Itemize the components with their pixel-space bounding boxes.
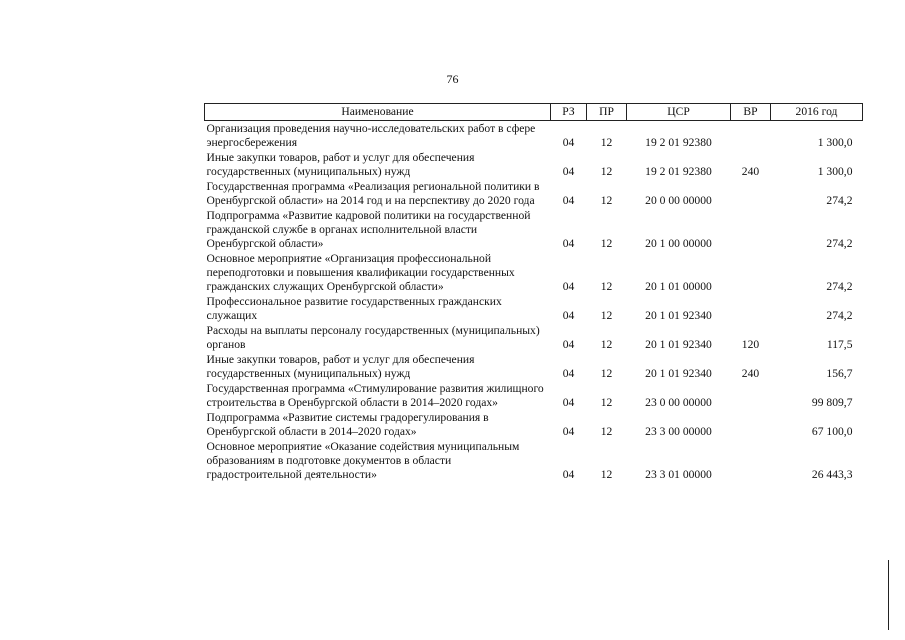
row-rz: 04 (562, 237, 575, 250)
row-name: Основное мероприятие «Организация профессиональной переподготовки и повышения квалификации государственных гражданских служащих Оренбургской области» (206, 252, 515, 293)
row-rz: 04 (562, 468, 575, 481)
row-csr: 23 3 00 00000 (645, 425, 712, 438)
row-rz: 04 (562, 338, 575, 351)
row-value: 156,7 (826, 367, 853, 380)
row-vr: 240 (741, 367, 760, 380)
row-csr: 20 1 01 00000 (645, 280, 712, 293)
table-row (205, 121, 863, 152)
table-row (205, 353, 863, 382)
row-value: 117,5 (826, 338, 853, 351)
row-csr: 23 3 01 00000 (645, 468, 712, 481)
row-name: Иные закупки товаров, работ и услуг для обеспечения государственных (муниципальных) нужд (206, 151, 475, 178)
row-pr: 12 (600, 280, 613, 293)
header-rz: РЗ (551, 104, 587, 121)
row-name: Подпрограмма «Развитие системы градорегулирования в Оренбургской области в 2014–2020 годах» (206, 411, 489, 438)
row-csr: 19 2 01 92380 (645, 136, 712, 149)
row-pr: 12 (600, 396, 613, 409)
row-pr: 12 (600, 338, 613, 351)
row-name: Расходы на выплаты персоналу государственных (муниципальных) органов (206, 324, 540, 351)
table-row (205, 180, 863, 209)
row-vr (731, 180, 771, 209)
row-name: Профессиональное развитие государственных гражданских служащих (206, 295, 502, 322)
header-csr: ЦСР (627, 104, 731, 121)
row-rz: 04 (562, 309, 575, 322)
header-vr: ВР (731, 104, 771, 121)
row-vr (731, 440, 771, 483)
row-pr: 12 (600, 468, 613, 481)
row-vr (731, 252, 771, 295)
row-csr: 20 1 01 92340 (645, 309, 712, 322)
row-rz: 04 (562, 194, 575, 207)
header-pr: ПР (587, 104, 627, 121)
table-row (205, 411, 863, 440)
table-row (205, 295, 863, 324)
header-year: 2016 год (771, 104, 863, 121)
row-value: 67 100,0 (811, 425, 853, 438)
row-value: 274,2 (826, 309, 853, 322)
row-csr: 20 0 00 00000 (645, 194, 712, 207)
row-value: 1 300,0 (817, 136, 853, 149)
row-pr: 12 (600, 309, 613, 322)
table-row (205, 209, 863, 252)
row-name: Иные закупки товаров, работ и услуг для обеспечения государственных (муниципальных) нужд (206, 353, 475, 380)
row-value: 1 300,0 (817, 165, 853, 178)
row-vr: 240 (741, 165, 760, 178)
table-row (205, 440, 863, 483)
row-csr: 19 2 01 92380 (645, 165, 712, 178)
row-rz: 04 (562, 165, 575, 178)
budget-table (204, 103, 863, 483)
row-name: Основное мероприятие «Оказание содействия муниципальным образованиям в подготовке документов в области градостроительной деятельности» (206, 440, 520, 481)
row-value: 26 443,3 (811, 468, 853, 481)
header-name: Наименование (205, 104, 551, 121)
page-edge-line (888, 560, 889, 630)
row-vr (731, 121, 771, 152)
row-name: Организация проведения научно-исследовательских работ в сфере энергосбережения (206, 122, 536, 149)
row-pr: 12 (600, 367, 613, 380)
row-pr: 12 (600, 194, 613, 207)
table-row (205, 252, 863, 295)
row-csr: 20 1 01 92340 (645, 338, 712, 351)
row-value: 274,2 (826, 280, 853, 293)
row-name: Государственная программа «Стимулирование развития жилищного строительства в Оренбургской области в 2014–2020 годах» (206, 382, 544, 409)
row-pr: 12 (600, 165, 613, 178)
row-rz: 04 (562, 425, 575, 438)
row-vr (731, 411, 771, 440)
table-header-row (205, 104, 863, 121)
table-row (205, 151, 863, 180)
page-number: 76 (446, 72, 459, 86)
row-csr: 20 1 00 00000 (645, 237, 712, 250)
row-pr: 12 (600, 425, 613, 438)
row-csr: 20 1 01 92340 (645, 367, 712, 380)
row-value: 274,2 (826, 237, 853, 250)
row-vr: 120 (741, 338, 760, 351)
row-csr: 23 0 00 00000 (645, 396, 712, 409)
row-value: 99 809,7 (811, 396, 853, 409)
row-rz: 04 (562, 396, 575, 409)
row-rz: 04 (562, 280, 575, 293)
row-pr: 12 (600, 237, 613, 250)
table-row (205, 324, 863, 353)
row-rz: 04 (562, 367, 575, 380)
row-name: Подпрограмма «Развитие кадровой политики на государственной гражданской службе в органах исполнительной власти Оренбургской области» (206, 209, 531, 250)
row-vr (731, 295, 771, 324)
row-vr (731, 382, 771, 411)
row-pr: 12 (600, 136, 613, 149)
row-name: Государственная программа «Реализация региональной политики в Оренбургской области» на 2014 год и на перспективу до 2020 года (206, 180, 540, 207)
table-row (205, 382, 863, 411)
row-value: 274,2 (826, 194, 853, 207)
row-vr (731, 209, 771, 252)
row-rz: 04 (562, 136, 575, 149)
